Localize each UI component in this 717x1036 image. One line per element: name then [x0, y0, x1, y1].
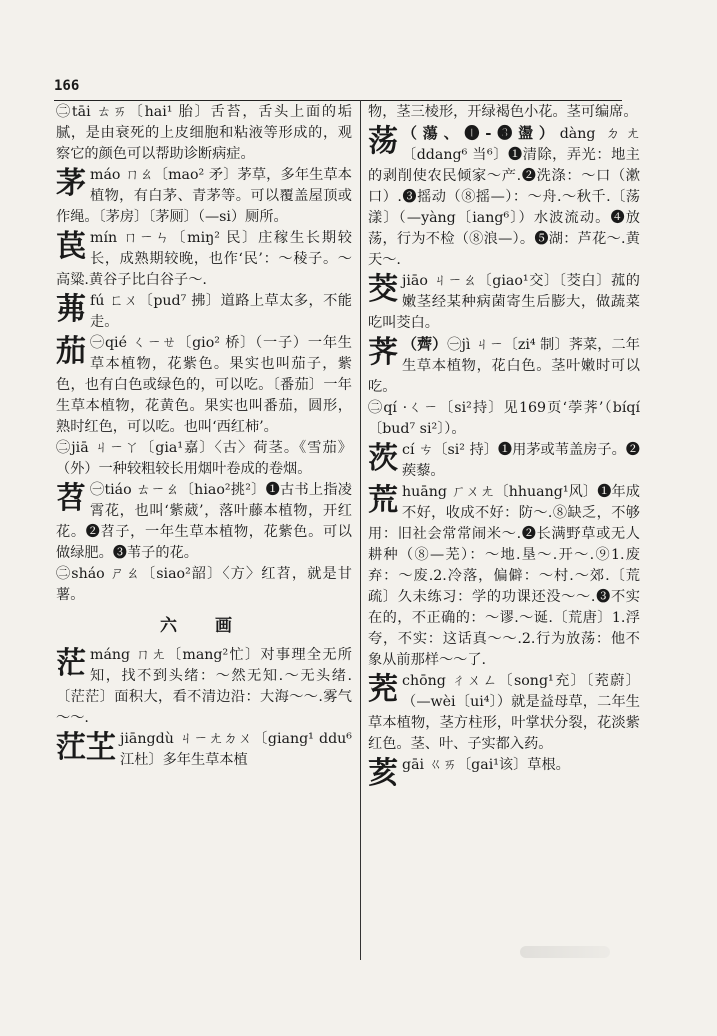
- entry-headword: 苕: [56, 481, 86, 516]
- entry-definition: chōng ㄔㄨㄥ〔song¹充〕〔茺蔚〕（—wèi〔ui⁴〕）就是益母草，二年生草本植物，茎方柱形，叶掌状分裂，花淡紫红色。茎、叶、子实都入药。: [368, 673, 640, 752]
- dictionary-entry: [56, 645, 352, 729]
- entry-definition: ㊀qié ㄑㄧㄝ〔gio² 桥〕（一子）一年生草本植物，花紫色。果实也叫茄子，紫色，也有白色或绿色的，可以吃。〔番茄〕一年生草本植物，花黄色。果实也叫番茄，圆形，熟时红色，可以吃。也叫‘西红柿’。: [56, 335, 352, 435]
- dictionary-entry: [368, 123, 640, 271]
- entry-definition: dàng ㄉㄤ〔ddang⁶ 当⁶〕❶清除，弄光：地主的剥削使农民倾家～产.❷洗涤：～口（漱口）.❸摇动（⑧摇—）：～舟.～秋千.〔荡漾〕（—yàng〔iang⁶〕）水波流动。❹放荡，行为不检（⑧浪—）。❺湖：芦花～.黄天～.: [368, 126, 640, 268]
- left-entries: [56, 165, 352, 606]
- dictionary-entry: [368, 671, 640, 755]
- right-entries: [368, 123, 640, 791]
- dictionary-entry: [56, 165, 352, 228]
- dictionary-entry: [368, 440, 640, 482]
- entry-definition: ㊁qí ·ㄑㄧ〔si²持〕见169页‘荸荠’（bíqí〔bud⁷ si²〕）。: [368, 400, 640, 437]
- dictionary-entry: [56, 333, 352, 438]
- entry-headword: 茅: [56, 166, 86, 201]
- entry-headword: 茀: [56, 292, 86, 327]
- entry-definition: mín ㄇㄧㄣ〔miŋ² 民〕庄稼生长期较长，成熟期较晚，也作‘民’：～稜子。～高粱.黄谷子比白谷子～.: [56, 230, 352, 288]
- left-column: [56, 102, 352, 771]
- entry-headword: 茭: [368, 272, 398, 307]
- entry-definition: cí ㄘ〔si² 持〕❶用茅或苇盖房子。❷蒺藜。: [402, 442, 640, 479]
- section-title: 六 画: [160, 616, 248, 636]
- entry-variant: （薺）: [402, 335, 448, 353]
- dictionary-entry: [56, 480, 352, 564]
- dictionary-entry: [56, 729, 352, 771]
- entry-headword: 荠: [368, 335, 398, 370]
- entry-headword: 荡: [368, 124, 398, 159]
- dictionary-entry: [368, 334, 640, 398]
- entry-headword: 茫: [56, 646, 86, 681]
- entry-definition: ㊀jì ㄐㄧ〔zi⁴ 制〕荠菜，二年生草本植物，花白色。茎叶嫩时可以吃。: [368, 337, 640, 395]
- entry-definition: máng ㄇㄤ〔mang²忙〕对事理全无所知，找不到头绪：～然无知.～无头绪.〔茫茫〕面积大，看不清边沿：大海～～.雾气～～.: [56, 647, 352, 726]
- left-entries-after: [56, 645, 352, 771]
- left-intro: ㊁tāi ㄊㄞ〔hai¹ 胎〕舌苔，舌头上面的垢腻，是由衰死的上皮细胞和粘液等形成的，观察它的颜色可以帮助诊断病症。: [56, 104, 352, 162]
- dictionary-entry: [368, 271, 640, 334]
- page-number: 166: [54, 78, 80, 94]
- right-continuation: 物，茎三棱形，开绿褐色小花。茎可编席。: [368, 104, 638, 120]
- entry-headword: 荒: [368, 483, 398, 518]
- dictionary-entry: [56, 438, 352, 480]
- entry-definition: jiāngdù ㄐㄧㄤㄉㄨ〔giang¹ ddu⁶ 江杜〕多年生草本植: [120, 731, 352, 768]
- entry-definition: huāng ㄏㄨㄤ〔hhuang¹风〕❶年成不好，收成不好：防～.⑧缺乏，不够用：旧社会常常闹米～.❷长满野草或无人耕种（⑧—芜）：～地.垦～.开～.⑨1.废弃：～废.2.冷落，偏僻：～村.～郊.〔荒疏〕久未练习：学的功课还没～～.❸不实在的，不正确的：～谬.～诞.〔荒唐〕1.浮夸，不实：这话真～～.2.行为放荡：他不象从前那样～～了.: [368, 484, 640, 668]
- dictionary-entry: [368, 398, 640, 440]
- dictionary-entry: [368, 482, 640, 671]
- entry-headword: 茄: [56, 334, 86, 369]
- dictionary-entry: [56, 291, 352, 333]
- header-rule: [54, 100, 622, 101]
- entry-headword: 苠: [56, 229, 86, 264]
- dictionary-entry: [368, 755, 640, 791]
- entry-headword: 荄: [368, 756, 398, 791]
- entry-definition: fú ㄈㄨ〔pud⁷ 拂〕道路上草太多，不能走。: [90, 293, 352, 330]
- entry-definition: máo ㄇㄠ〔mao² 矛〕茅草，多年生草本植物，有白茅、青茅等。可以覆盖屋顶或作绳。〔茅房〕〔茅厕〕（—si）厕所。: [56, 167, 352, 225]
- dictionary-entry: [56, 564, 352, 606]
- entry-headword: 茨: [368, 441, 398, 476]
- entry-definition: ㊀tiáo ㄊㄧㄠ〔hiao²挑²〕❶古书上指凌霄花，也叫‘紫葳’，落叶藤本植物，开红花。❷苕子，一年生草本植物，花紫色。可以做绿肥。❸苇子的花。: [56, 482, 352, 561]
- column-divider: [360, 100, 361, 960]
- entry-definition: ㊁sháo ㄕㄠ〔siao²韶〕〈方〉红苕，就是甘薯。: [56, 566, 352, 603]
- dictionary-entry: [56, 228, 352, 291]
- entry-definition: ㊁jiā ㄐㄧㄚ〔gia¹嘉〕〈古〉荷茎。《雪茄》（外）一种较粗较长用烟叶卷成的卷烟。: [56, 440, 352, 477]
- entry-definition: jiāo ㄐㄧㄠ〔giao¹交〕〔茭白〕菰的嫩茎经某种病菌寄生后膨大，做蔬菜吃叫茭白。: [368, 273, 640, 331]
- right-column: [368, 102, 640, 791]
- entry-headword: 茳芏: [56, 730, 116, 765]
- entry-headword: 茺: [368, 672, 398, 707]
- entry-definition: gāi ㄍㄞ〔gai¹该〕草根。: [402, 757, 570, 773]
- entry-variant: （蕩、❶-❸盪）: [402, 124, 560, 142]
- paper-stain: [520, 946, 610, 958]
